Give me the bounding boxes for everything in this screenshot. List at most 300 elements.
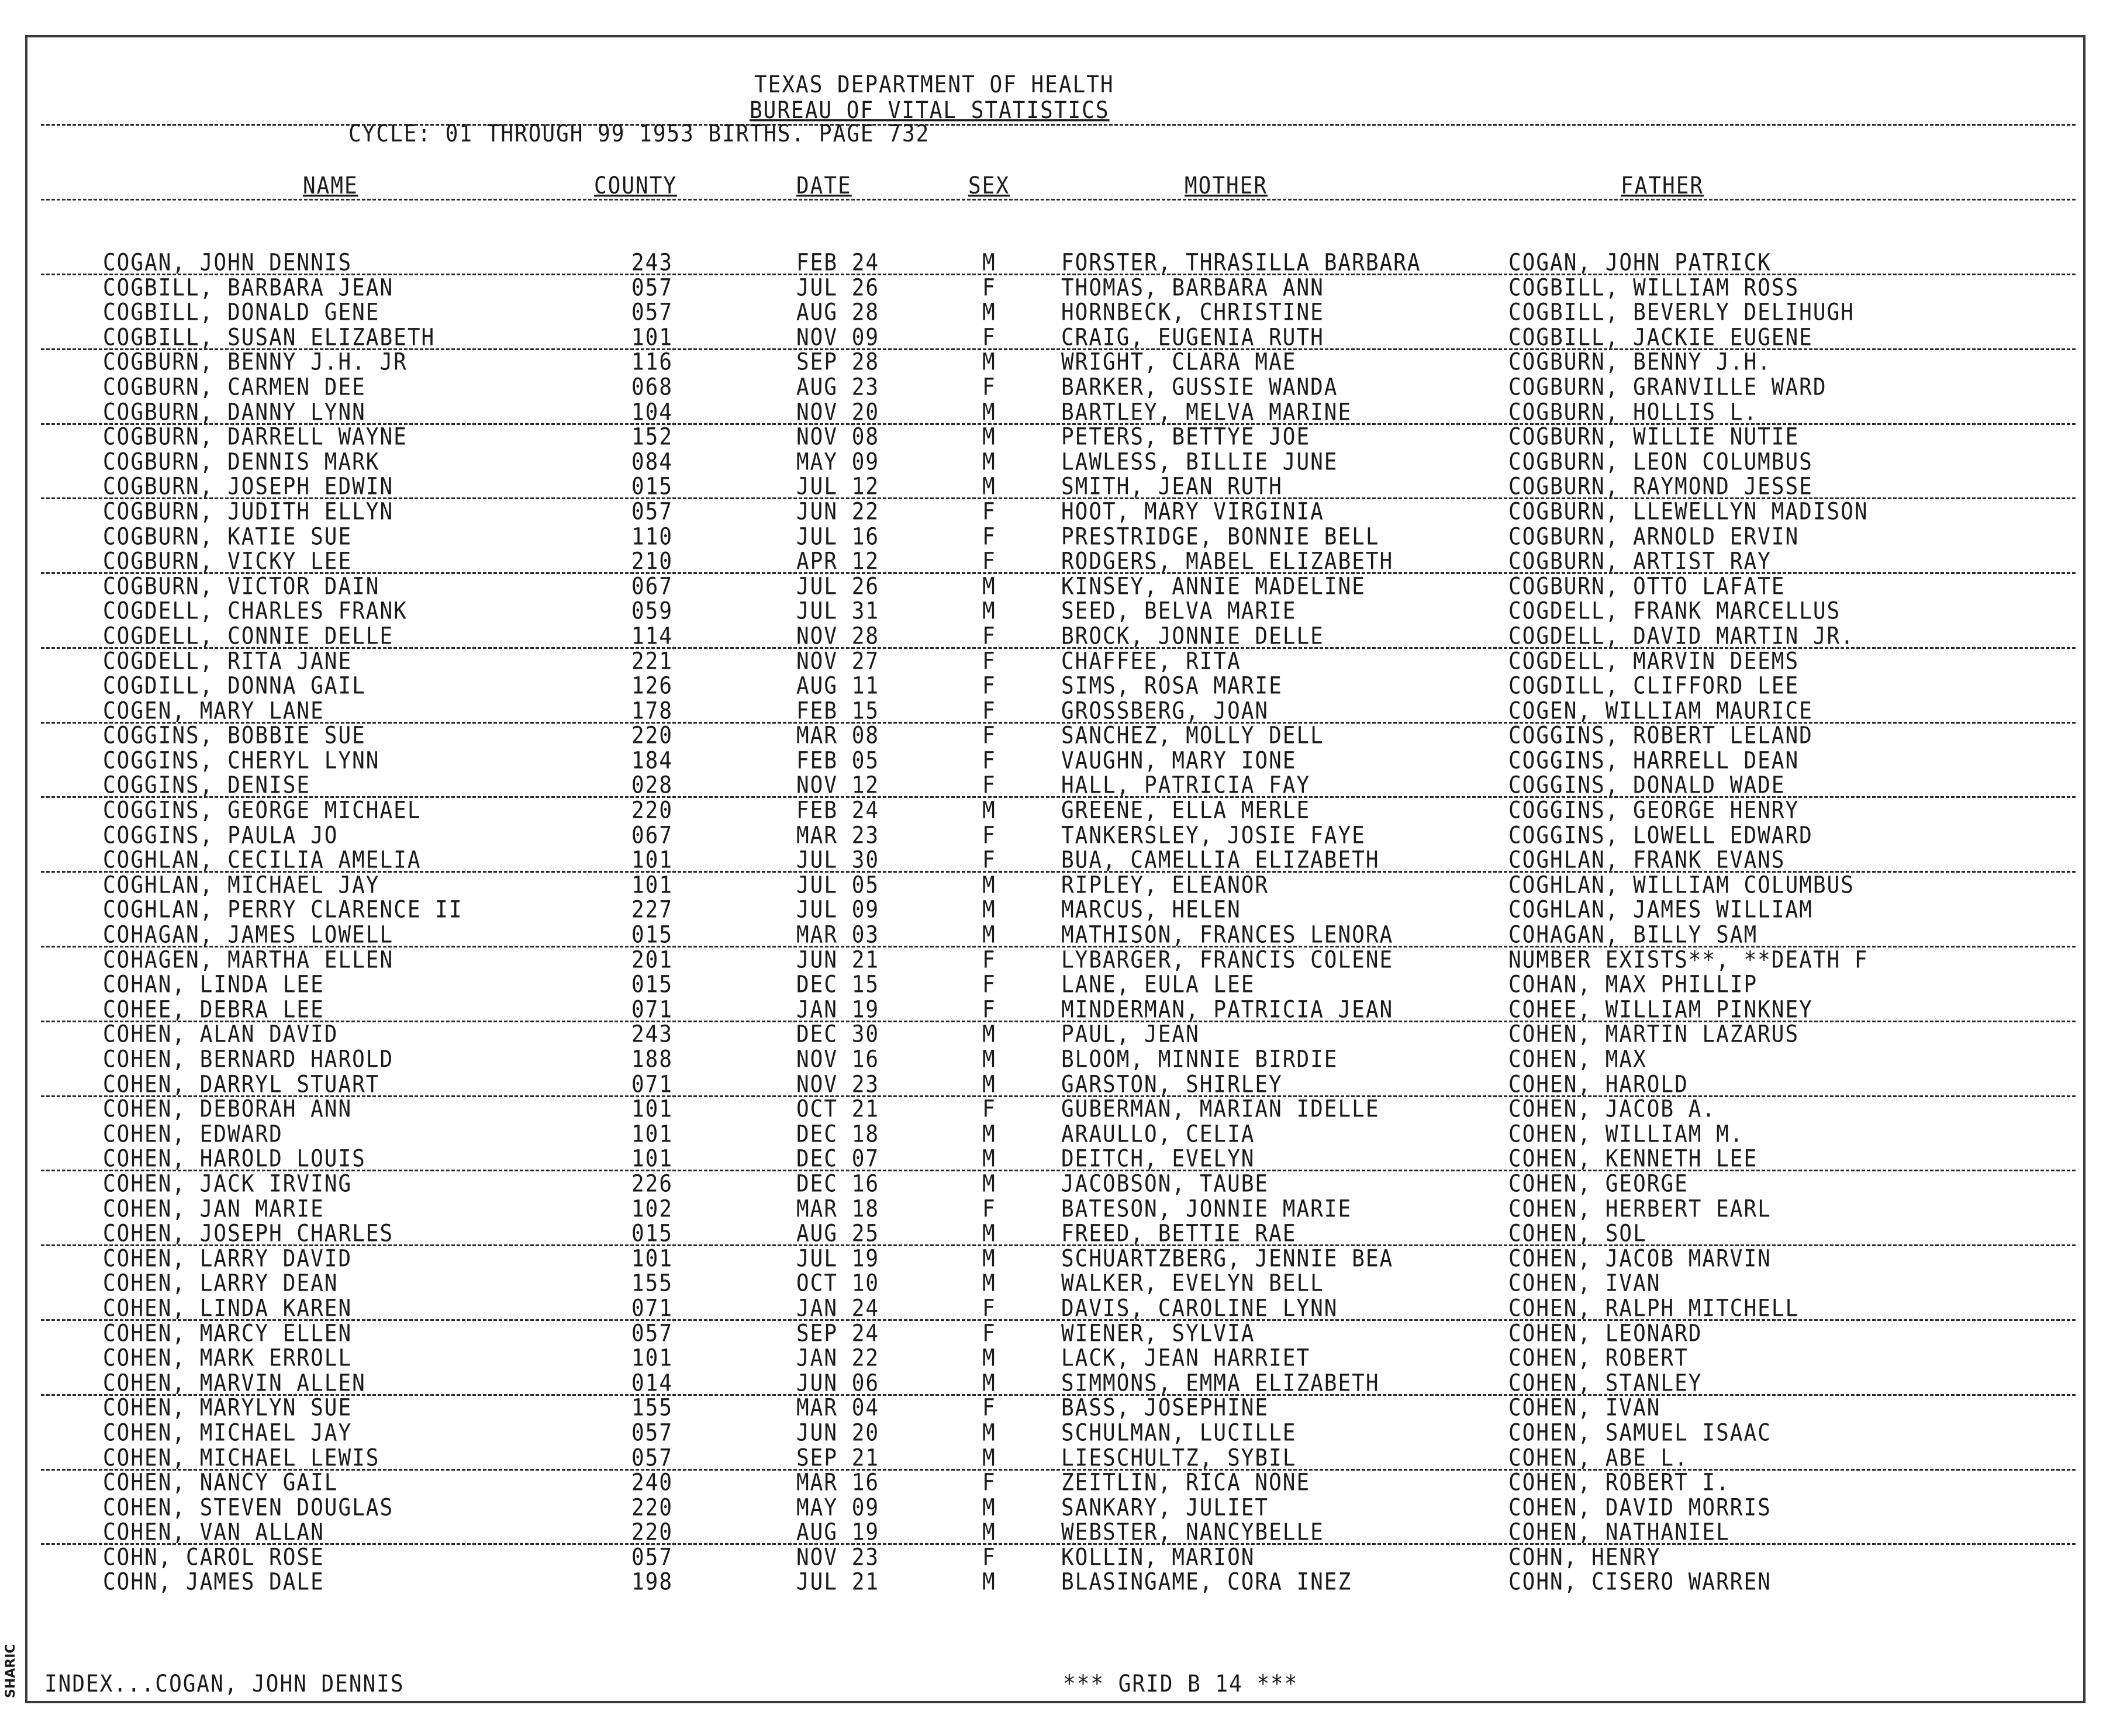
record-row — [0, 1372, 2113, 1397]
record-mother: BLASINGAME, CORA INEZ — [1061, 1569, 1352, 1596]
column-header-sex: SEX — [968, 172, 1010, 199]
record-father: COHEN, DAVID MORRIS — [1508, 1494, 1772, 1521]
record-row — [0, 423, 2113, 451]
record-county: 101 — [631, 846, 674, 874]
record-date: NOV 28 — [796, 623, 880, 650]
record-date: MAR 04 — [796, 1394, 880, 1422]
record-sex: M — [982, 1146, 996, 1173]
record-name: COGGINS, GEORGE MICHAEL — [103, 797, 422, 824]
record-name: COGEN, MARY LANE — [103, 697, 324, 725]
record-name: COGGINS, PAULA JO — [103, 822, 339, 849]
record-father: COGHLAN, FRANK EVANS — [1508, 846, 1786, 874]
record-father: COHEN, GEORGE — [1508, 1170, 1689, 1198]
record-row — [0, 998, 2113, 1023]
record-name: COGDELL, CONNIE DELLE — [103, 623, 394, 650]
record-name: COGBURN, KATIE SUE — [103, 523, 353, 551]
record-father: COHEN, LEONARD — [1508, 1320, 1703, 1347]
record-county: 057 — [631, 498, 674, 525]
record-row — [0, 1123, 2113, 1148]
record-sex: M — [982, 1245, 996, 1272]
record-county: 057 — [631, 299, 674, 326]
record-mother: LIESCHULTZ, SYBIL — [1061, 1444, 1297, 1472]
record-row — [0, 846, 2113, 874]
record-county: 067 — [631, 573, 674, 600]
record-name: COGBURN, VICKY LEE — [103, 548, 353, 575]
record-date: MAR 03 — [796, 921, 880, 949]
record-mother: LAWLESS, BILLIE JUNE — [1061, 448, 1338, 476]
record-county: 240 — [631, 1469, 674, 1496]
department-title: TEXAS DEPARTMENT OF HEALTH — [754, 71, 1114, 98]
record-mother: GREENE, ELLA MERLE — [1061, 797, 1311, 824]
record-row — [0, 898, 2113, 924]
record-row — [0, 973, 2113, 998]
record-mother: GARSTON, SHIRLEY — [1061, 1071, 1283, 1098]
record-date: JUL 05 — [796, 872, 880, 899]
record-sex: F — [982, 1469, 996, 1496]
record-name: COGBILL, BARBARA JEAN — [103, 274, 394, 302]
record-name: COGBURN, DENNIS MARK — [103, 448, 380, 476]
record-date: DEC 15 — [796, 971, 880, 998]
record-date: MAY 09 — [796, 1494, 880, 1521]
record-row — [0, 1521, 2113, 1546]
record-county: 057 — [631, 1419, 674, 1447]
record-mother: RODGERS, MABEL ELIZABETH — [1061, 548, 1394, 575]
record-date: MAY 09 — [796, 448, 880, 476]
record-sex: M — [982, 1270, 996, 1297]
record-county: 220 — [631, 1494, 674, 1521]
record-date: JUN 06 — [796, 1370, 880, 1397]
record-row — [0, 401, 2113, 426]
record-county: 201 — [631, 946, 674, 974]
record-father: COGGINS, LOWELL EDWARD — [1508, 822, 1813, 849]
record-county: 101 — [631, 1121, 674, 1148]
record-sex: M — [982, 1170, 996, 1198]
record-date: AUG 25 — [796, 1220, 880, 1247]
record-mother: ZEITLIN, RICA NONE — [1061, 1469, 1311, 1496]
record-mother: FREED, BETTIE RAE — [1061, 1220, 1297, 1247]
record-name: COGHLAN, MICHAEL JAY — [103, 872, 380, 899]
record-name: COHEE, DEBRA LEE — [103, 996, 324, 1023]
record-county: 243 — [631, 249, 674, 276]
record-sex: F — [982, 1394, 996, 1422]
record-sex: F — [982, 1095, 996, 1123]
record-father: COGBURN, LEON COLUMBUS — [1508, 448, 1813, 476]
record-county: 015 — [631, 1220, 674, 1247]
record-row — [0, 799, 2113, 824]
record-sex: F — [982, 1320, 996, 1347]
record-row — [0, 672, 2113, 700]
record-mother: MATHISON, FRANCES LENORA — [1061, 921, 1394, 949]
record-county: 198 — [631, 1569, 674, 1596]
record-county: 071 — [631, 1295, 674, 1322]
record-father: COHEN, JACOB A. — [1508, 1095, 1717, 1123]
record-sex: F — [982, 274, 996, 302]
record-date: JAN 22 — [796, 1344, 880, 1372]
record-name: COGGINS, BOBBIE SUE — [103, 722, 366, 749]
record-mother: BARKER, GUSSIE WANDA — [1061, 374, 1338, 401]
record-county: 015 — [631, 971, 674, 998]
grid-reference: *** GRID B 14 *** — [1063, 1671, 1299, 1697]
record-father: COHAGAN, BILLY SAM — [1508, 921, 1758, 949]
record-county: 101 — [631, 324, 674, 351]
record-father: COGBURN, OTTO LAFATE — [1508, 573, 1786, 600]
records-list — [0, 251, 2113, 1596]
record-father: COGEN, WILLIAM MAURICE — [1508, 697, 1813, 725]
record-date: NOV 16 — [796, 1046, 880, 1073]
record-sex: M — [982, 423, 996, 451]
record-mother: GUBERMAN, MARIAN IDELLE — [1061, 1095, 1380, 1123]
record-father: COGGINS, ROBERT LELAND — [1508, 722, 1813, 749]
record-row — [0, 1272, 2113, 1297]
record-name: COHEN, LARRY DAVID — [103, 1245, 353, 1272]
record-row — [0, 1222, 2113, 1247]
record-father: COHEN, IVAN — [1508, 1394, 1661, 1422]
record-mother: SCHUARTZBERG, JENNIE BEA — [1061, 1245, 1394, 1272]
row-separator — [41, 1469, 2076, 1471]
record-father: COHEN, JACOB MARVIN — [1508, 1245, 1772, 1272]
record-sex: F — [982, 374, 996, 401]
record-date: SEP 21 — [796, 1444, 880, 1472]
record-name: COHEN, LARRY DEAN — [103, 1270, 339, 1297]
record-date: JUL 21 — [796, 1569, 880, 1596]
column-header-county: COUNTY — [594, 172, 678, 199]
record-county: 014 — [631, 1370, 674, 1397]
record-date: NOV 09 — [796, 324, 880, 351]
record-sex: F — [982, 822, 996, 849]
record-row — [0, 276, 2113, 302]
record-father: COGBURN, ARTIST RAY — [1508, 548, 1772, 575]
record-father: COGDILL, CLIFFORD LEE — [1508, 672, 1800, 700]
record-mother: BROCK, JONNIE DELLE — [1061, 623, 1324, 650]
record-county: 155 — [631, 1270, 674, 1297]
record-date: OCT 21 — [796, 1095, 880, 1123]
record-row — [0, 1444, 2113, 1472]
record-name: COHEN, DARRYL STUART — [103, 1071, 380, 1098]
record-date: JUN 20 — [796, 1419, 880, 1447]
record-father: COHEN, ROBERT — [1508, 1344, 1689, 1372]
record-name: COHEN, MARK ERROLL — [103, 1344, 353, 1372]
record-date: JUL 31 — [796, 597, 880, 625]
record-mother: WIENER, SYLVIA — [1061, 1320, 1255, 1347]
record-father: COHEN, WILLIAM M. — [1508, 1121, 1744, 1148]
row-separator — [41, 1543, 2076, 1545]
record-date: NOV 23 — [796, 1544, 880, 1571]
record-father: COGBURN, GRANVILLE WARD — [1508, 374, 1827, 401]
record-date: JUL 12 — [796, 473, 880, 500]
record-name: COHEN, JAN MARIE — [103, 1195, 324, 1223]
record-row — [0, 1147, 2113, 1173]
record-county: 101 — [631, 1344, 674, 1372]
record-mother: LACK, JEAN HARRIET — [1061, 1344, 1311, 1372]
record-date: JUL 26 — [796, 274, 880, 302]
record-row — [0, 1471, 2113, 1496]
record-county: 101 — [631, 1245, 674, 1272]
record-sex: M — [982, 1494, 996, 1521]
record-row — [0, 251, 2113, 276]
record-mother: SIMS, ROSA MARIE — [1061, 672, 1283, 700]
record-sex: M — [982, 872, 996, 899]
record-date: JUL 16 — [796, 523, 880, 551]
record-name: COHEN, JACK IRVING — [103, 1170, 353, 1198]
record-row — [0, 1023, 2113, 1048]
record-father: COHEN, ROBERT I. — [1508, 1469, 1730, 1496]
record-father: COHN, CISERO WARREN — [1508, 1569, 1772, 1596]
record-mother: PETERS, BETTYE JOE — [1061, 423, 1311, 451]
record-sex: M — [982, 921, 996, 949]
record-name: COHEN, VAN ALLAN — [103, 1519, 324, 1546]
record-county: 057 — [631, 1444, 674, 1472]
record-father: COGBURN, LLEWELLYN MADISON — [1508, 498, 1869, 525]
index-line: INDEX...COGAN, JOHN DENNIS — [44, 1671, 405, 1697]
record-date: NOV 27 — [796, 648, 880, 675]
record-mother: BATESON, JONNIE MARIE — [1061, 1195, 1352, 1223]
record-county: 068 — [631, 374, 674, 401]
record-row — [0, 921, 2113, 949]
record-name: COGHLAN, CECILIA AMELIA — [103, 846, 422, 874]
record-father: COGDELL, DAVID MARTIN JR. — [1508, 623, 1855, 650]
record-date: JUL 19 — [796, 1245, 880, 1272]
record-sex: F — [982, 1544, 996, 1571]
record-name: COHEN, HAROLD LOUIS — [103, 1146, 366, 1173]
record-county: 188 — [631, 1046, 674, 1073]
record-row — [0, 1195, 2113, 1223]
record-father: NUMBER EXISTS**, **DEATH F — [1508, 946, 1869, 974]
record-county: 071 — [631, 1071, 674, 1098]
record-mother: TANKERSLEY, JOSIE FAYE — [1061, 822, 1366, 849]
record-father: COHEE, WILLIAM PINKNEY — [1508, 996, 1813, 1023]
record-name: COGDELL, RITA JANE — [103, 648, 353, 675]
record-row — [0, 1396, 2113, 1422]
record-row — [0, 697, 2113, 725]
record-name: COHN, JAMES DALE — [103, 1569, 324, 1596]
record-county: 226 — [631, 1170, 674, 1198]
record-county: 057 — [631, 1544, 674, 1571]
record-name: COGBURN, DANNY LYNN — [103, 399, 366, 426]
record-county: 152 — [631, 423, 674, 451]
record-row — [0, 1419, 2113, 1447]
record-row — [0, 550, 2113, 575]
record-father: COGAN, JOHN PATRICK — [1508, 249, 1772, 276]
record-mother: RIPLEY, ELEANOR — [1061, 872, 1269, 899]
record-sex: M — [982, 1419, 996, 1447]
record-county: 101 — [631, 872, 674, 899]
record-name: COHEN, STEVEN DOUGLAS — [103, 1494, 394, 1521]
record-sex: M — [982, 597, 996, 625]
record-date: MAR 16 — [796, 1469, 880, 1496]
record-date: NOV 23 — [796, 1071, 880, 1098]
record-sex: M — [982, 299, 996, 326]
record-father: COGBURN, ARNOLD ERVIN — [1508, 523, 1800, 551]
record-sex: F — [982, 672, 996, 700]
record-sex: M — [982, 1569, 996, 1596]
record-sex: M — [982, 349, 996, 376]
record-row — [0, 749, 2113, 774]
record-mother: DEITCH, EVELYN — [1061, 1146, 1255, 1173]
record-sex: M — [982, 897, 996, 924]
record-mother: PAUL, JEAN — [1061, 1021, 1200, 1048]
record-name: COHEN, BERNARD HAROLD — [103, 1046, 394, 1073]
record-sex: M — [982, 573, 996, 600]
record-father: COHEN, SOL — [1508, 1220, 1647, 1247]
column-header-father: FATHER — [1621, 172, 1704, 199]
record-county: 028 — [631, 772, 674, 800]
record-row — [0, 1344, 2113, 1372]
record-row — [0, 525, 2113, 551]
record-name: COGGINS, CHERYL LYNN — [103, 747, 380, 774]
record-county: 221 — [631, 648, 674, 675]
record-date: APR 12 — [796, 548, 880, 575]
record-mother: MARCUS, HELEN — [1061, 897, 1241, 924]
record-date: FEB 05 — [796, 747, 880, 774]
record-name: COHEN, DEBORAH ANN — [103, 1095, 353, 1123]
record-father: COHAN, MAX PHILLIP — [1508, 971, 1758, 998]
record-mother: VAUGHN, MARY IONE — [1061, 747, 1297, 774]
record-row — [0, 448, 2113, 476]
record-mother: SANKARY, JULIET — [1061, 1494, 1269, 1521]
record-father: COGDELL, FRANK MARCELLUS — [1508, 597, 1841, 625]
record-date: AUG 28 — [796, 299, 880, 326]
record-father: COGBURN, WILLIE NUTIE — [1508, 423, 1800, 451]
record-father: COGBILL, BEVERLY DELIHUGH — [1508, 299, 1855, 326]
record-name: COGBURN, DARRELL WAYNE — [103, 423, 408, 451]
record-father: COHEN, MAX — [1508, 1046, 1647, 1073]
record-mother: KINSEY, ANNIE MADELINE — [1061, 573, 1366, 600]
record-mother: SCHULMAN, LUCILLE — [1061, 1419, 1297, 1447]
record-mother: SEED, BELVA MARIE — [1061, 597, 1297, 625]
column-header-separator — [41, 199, 2076, 200]
record-county: 067 — [631, 822, 674, 849]
record-name: COGBURN, JUDITH ELLYN — [103, 498, 394, 525]
record-date: DEC 18 — [796, 1121, 880, 1148]
record-date: DEC 16 — [796, 1170, 880, 1198]
record-row — [0, 1571, 2113, 1596]
record-county: 059 — [631, 597, 674, 625]
record-father: COGBURN, HOLLIS L. — [1508, 399, 1758, 426]
record-mother: CHAFFEE, RITA — [1061, 648, 1241, 675]
record-row — [0, 625, 2113, 650]
record-mother: BARTLEY, MELVA MARINE — [1061, 399, 1352, 426]
record-name: COGAN, JOHN DENNIS — [103, 249, 353, 276]
record-sex: M — [982, 473, 996, 500]
record-date: JAN 24 — [796, 1295, 880, 1322]
record-row — [0, 650, 2113, 675]
record-mother: WALKER, EVELYN BELL — [1061, 1270, 1324, 1297]
record-date: AUG 11 — [796, 672, 880, 700]
record-county: 102 — [631, 1195, 674, 1223]
record-county: 071 — [631, 996, 674, 1023]
record-name: COHEN, JOSEPH CHARLES — [103, 1220, 394, 1247]
record-county: 178 — [631, 697, 674, 725]
record-name: COHEN, NANCY GAIL — [103, 1469, 339, 1496]
record-county: 057 — [631, 274, 674, 302]
record-mother: LANE, EULA LEE — [1061, 971, 1255, 998]
record-name: COGBILL, SUSAN ELIZABETH — [103, 324, 436, 351]
record-row — [0, 1170, 2113, 1198]
record-date: AUG 19 — [796, 1519, 880, 1546]
record-county: 057 — [631, 1320, 674, 1347]
record-row — [0, 1095, 2113, 1123]
record-date: JUL 26 — [796, 573, 880, 600]
record-name: COGBURN, VICTOR DAIN — [103, 573, 380, 600]
record-date: DEC 30 — [796, 1021, 880, 1048]
record-father: COHEN, KENNETH LEE — [1508, 1146, 1758, 1173]
record-name: COHEN, MARYLYN SUE — [103, 1394, 353, 1422]
record-mother: HOOT, MARY VIRGINIA — [1061, 498, 1324, 525]
record-sex: F — [982, 1195, 996, 1223]
record-row — [0, 946, 2113, 974]
cycle-line: CYCLE: 01 THROUGH 99 1953 BIRTHS. PAGE 732 — [348, 120, 930, 147]
record-name: COHN, CAROL ROSE — [103, 1544, 324, 1571]
record-mother: BASS, JOSEPHINE — [1061, 1394, 1269, 1422]
record-name: COGBURN, BENNY J.H. JR — [103, 349, 408, 376]
record-date: NOV 12 — [796, 772, 880, 800]
record-row — [0, 874, 2113, 899]
record-mother: WRIGHT, CLARA MAE — [1061, 349, 1297, 376]
record-row — [0, 774, 2113, 799]
record-county: 116 — [631, 349, 674, 376]
record-sex: F — [982, 946, 996, 974]
record-father: COHEN, HAROLD — [1508, 1071, 1689, 1098]
record-county: 220 — [631, 797, 674, 824]
record-father: COHEN, SAMUEL ISAAC — [1508, 1419, 1772, 1447]
record-county: 126 — [631, 672, 674, 700]
record-mother: BUA, CAMELLIA ELIZABETH — [1061, 846, 1380, 874]
record-county: 114 — [631, 623, 674, 650]
record-sex: M — [982, 1071, 996, 1098]
record-name: COGBURN, JOSEPH EDWIN — [103, 473, 394, 500]
record-father: COGHLAN, JAMES WILLIAM — [1508, 897, 1813, 924]
record-sex: M — [982, 1344, 996, 1372]
record-father: COGGINS, GEORGE HENRY — [1508, 797, 1800, 824]
record-row — [0, 1496, 2113, 1521]
record-mother: MINDERMAN, PATRICIA JEAN — [1061, 996, 1394, 1023]
record-county: 015 — [631, 921, 674, 949]
record-name: COHEN, MARVIN ALLEN — [103, 1370, 366, 1397]
record-row — [0, 1297, 2113, 1322]
record-mother: SIMMONS, EMMA ELIZABETH — [1061, 1370, 1380, 1397]
record-date: JUL 30 — [796, 846, 880, 874]
record-row — [0, 824, 2113, 849]
record-date: JUN 22 — [796, 498, 880, 525]
record-sex: F — [982, 548, 996, 575]
column-header-name: NAME — [303, 172, 358, 199]
record-county: 184 — [631, 747, 674, 774]
record-date: MAR 23 — [796, 822, 880, 849]
record-mother: JACOBSON, TAUBE — [1061, 1170, 1269, 1198]
record-county: 101 — [631, 1146, 674, 1173]
record-mother: CRAIG, EUGENIA RUTH — [1061, 324, 1324, 351]
record-name: COHAGAN, JAMES LOWELL — [103, 921, 394, 949]
column-header-mother: MOTHER — [1185, 172, 1268, 199]
record-mother: DAVIS, CAROLINE LYNN — [1061, 1295, 1338, 1322]
record-sex: F — [982, 971, 996, 998]
record-father: COHEN, IVAN — [1508, 1270, 1661, 1297]
record-row — [0, 326, 2113, 351]
record-father: COHEN, HERBERT EARL — [1508, 1195, 1772, 1223]
record-county: 110 — [631, 523, 674, 551]
record-father: COHEN, NATHANIEL — [1508, 1519, 1730, 1546]
record-mother: PRESTRIDGE, BONNIE BELL — [1061, 523, 1380, 551]
record-date: JUN 21 — [796, 946, 880, 974]
record-father: COHEN, ABE L. — [1508, 1444, 1689, 1472]
record-sex: M — [982, 399, 996, 426]
record-row — [0, 351, 2113, 376]
record-father: COHN, HENRY — [1508, 1544, 1661, 1571]
record-father: COHEN, STANLEY — [1508, 1370, 1703, 1397]
record-row — [0, 475, 2113, 500]
column-header-date: DATE — [796, 172, 852, 199]
record-mother: GROSSBERG, JOAN — [1061, 697, 1269, 725]
